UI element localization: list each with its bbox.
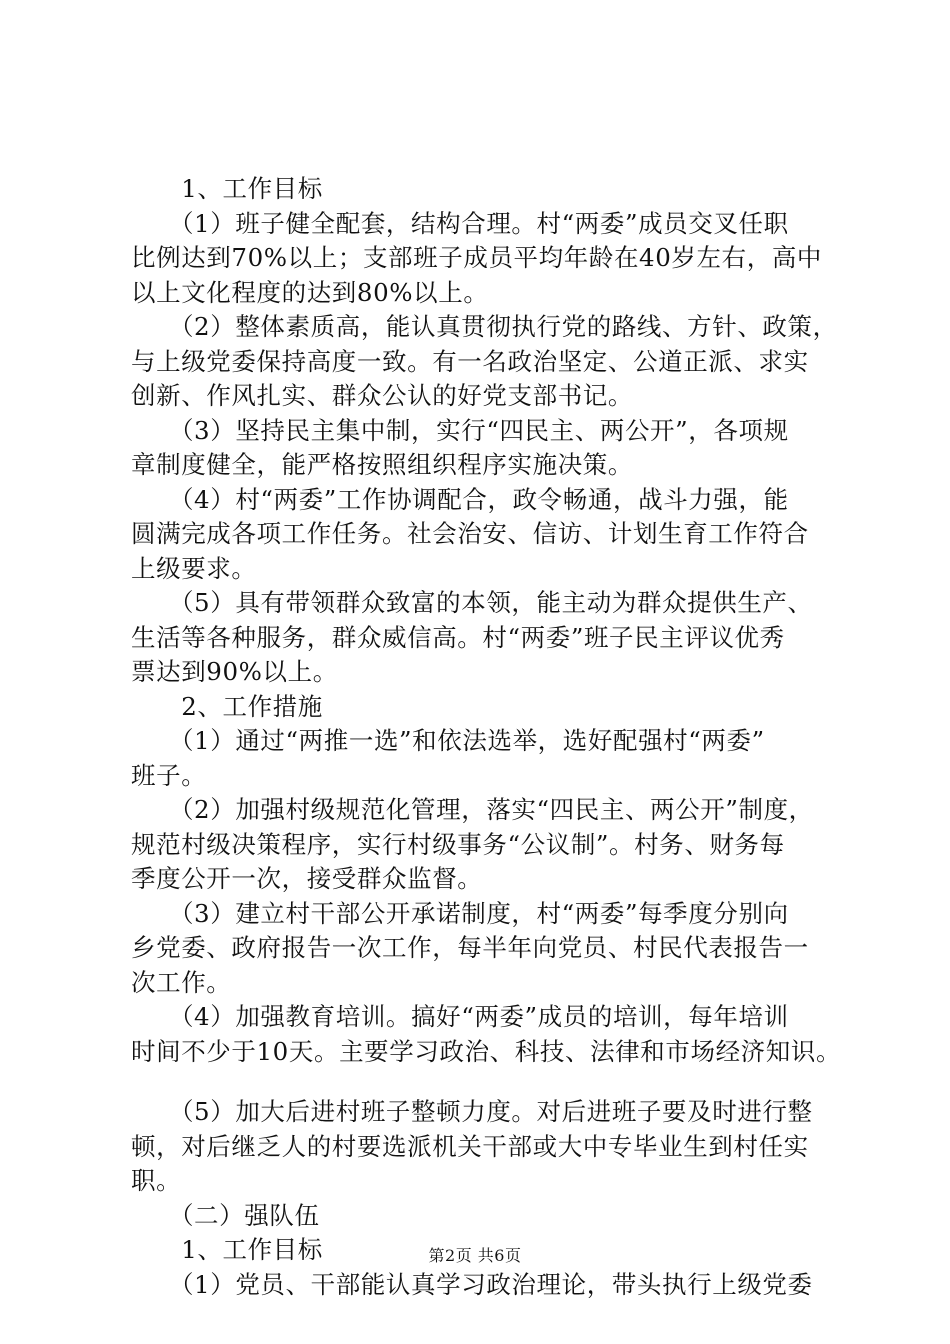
text-line: 次工作。 bbox=[131, 967, 232, 997]
page-footer bbox=[0, 1243, 950, 1266]
text-line: 与上级党委保持高度一致。有一名政治坚定、公道正派、求实 bbox=[131, 346, 809, 376]
text-line: 季度公开一次，接受群众监督。 bbox=[131, 864, 483, 893]
text-line: 生活等各种服务，群众威信高。村“两委”班子民主评议优秀 bbox=[131, 622, 785, 652]
text-line: 乡党委、政府报告一次工作，每半年向党员、村民代表报告一 bbox=[131, 933, 809, 962]
text-line: （3）建立村干部公开承诺制度，村“两委”每季度分别向 bbox=[131, 898, 789, 928]
text-line: （4）村“两委”工作协调配合，政令畅通，战斗力强，能 bbox=[131, 484, 789, 514]
text-line: 顿，对后继乏人的村要选派机关干部或大中专毕业生到村任实 bbox=[131, 1131, 809, 1161]
text-line: （5）加大后进村班子整顿力度。对后进班子要及时进行整 bbox=[131, 1097, 813, 1126]
text-line: 1、工作目标 bbox=[131, 1235, 323, 1264]
text-line: 上级要求。 bbox=[131, 553, 257, 583]
text-line: 班子。 bbox=[131, 760, 207, 790]
text-line: 以上文化程度的达到80%以上。 bbox=[131, 277, 489, 307]
text-line: （1）通过“两推一选”和依法选举，选好配强村“两委” bbox=[131, 726, 765, 755]
text-line: 职。 bbox=[131, 1166, 182, 1195]
paragraph-gap bbox=[131, 1069, 851, 1095]
text-line: 创新、作风扎实、群众公认的好党支部书记。 bbox=[131, 381, 633, 410]
text-line: （3）坚持民主集中制，实行“四民主、两公开”，各项规 bbox=[131, 415, 789, 445]
text-line: （1）党员、干部能认真学习政治理论，带头执行上级党委 bbox=[131, 1269, 813, 1299]
document-body bbox=[131, 172, 851, 1302]
text-line: 票达到90%以上。 bbox=[131, 657, 338, 686]
text-line: （2）整体素质高，能认真贯彻执行党的路线、方针、政策， bbox=[131, 312, 838, 341]
text-line: 时间不少于10天。主要学习政治、科技、法律和市场经济知识。 bbox=[131, 1036, 842, 1066]
text-line: （2）加强村级规范化管理，落实“四民主、两公开”制度， bbox=[131, 795, 814, 824]
text-line: 章制度健全，能严格按照组织程序实施决策。 bbox=[131, 450, 633, 479]
text-line: 圆满完成各项工作任务。社会治安、信访、计划生育工作符合 bbox=[131, 519, 809, 548]
text-line: （1）班子健全配套，结构合理。村“两委”成员交叉任职 bbox=[131, 208, 789, 238]
text-line: （5）具有带领群众致富的本领，能主动为群众提供生产、 bbox=[131, 588, 813, 617]
text-line: 比例达到70%以上；支部班子成员平均年龄在40岁左右，高中 bbox=[131, 243, 823, 272]
text-line: （4）加强教育培训。搞好“两委”成员的培训，每年培训 bbox=[131, 1002, 789, 1031]
text-line: 1、工作目标 bbox=[131, 174, 323, 203]
text-line: 规范村级决策程序，实行村级事务“公议制”。村务、财务每 bbox=[131, 829, 785, 859]
page-number-label: 第2页 共6页 bbox=[428, 1246, 522, 1265]
text-line: （二）强队伍 bbox=[131, 1200, 320, 1230]
text-line: 2、工作措施 bbox=[131, 691, 323, 721]
